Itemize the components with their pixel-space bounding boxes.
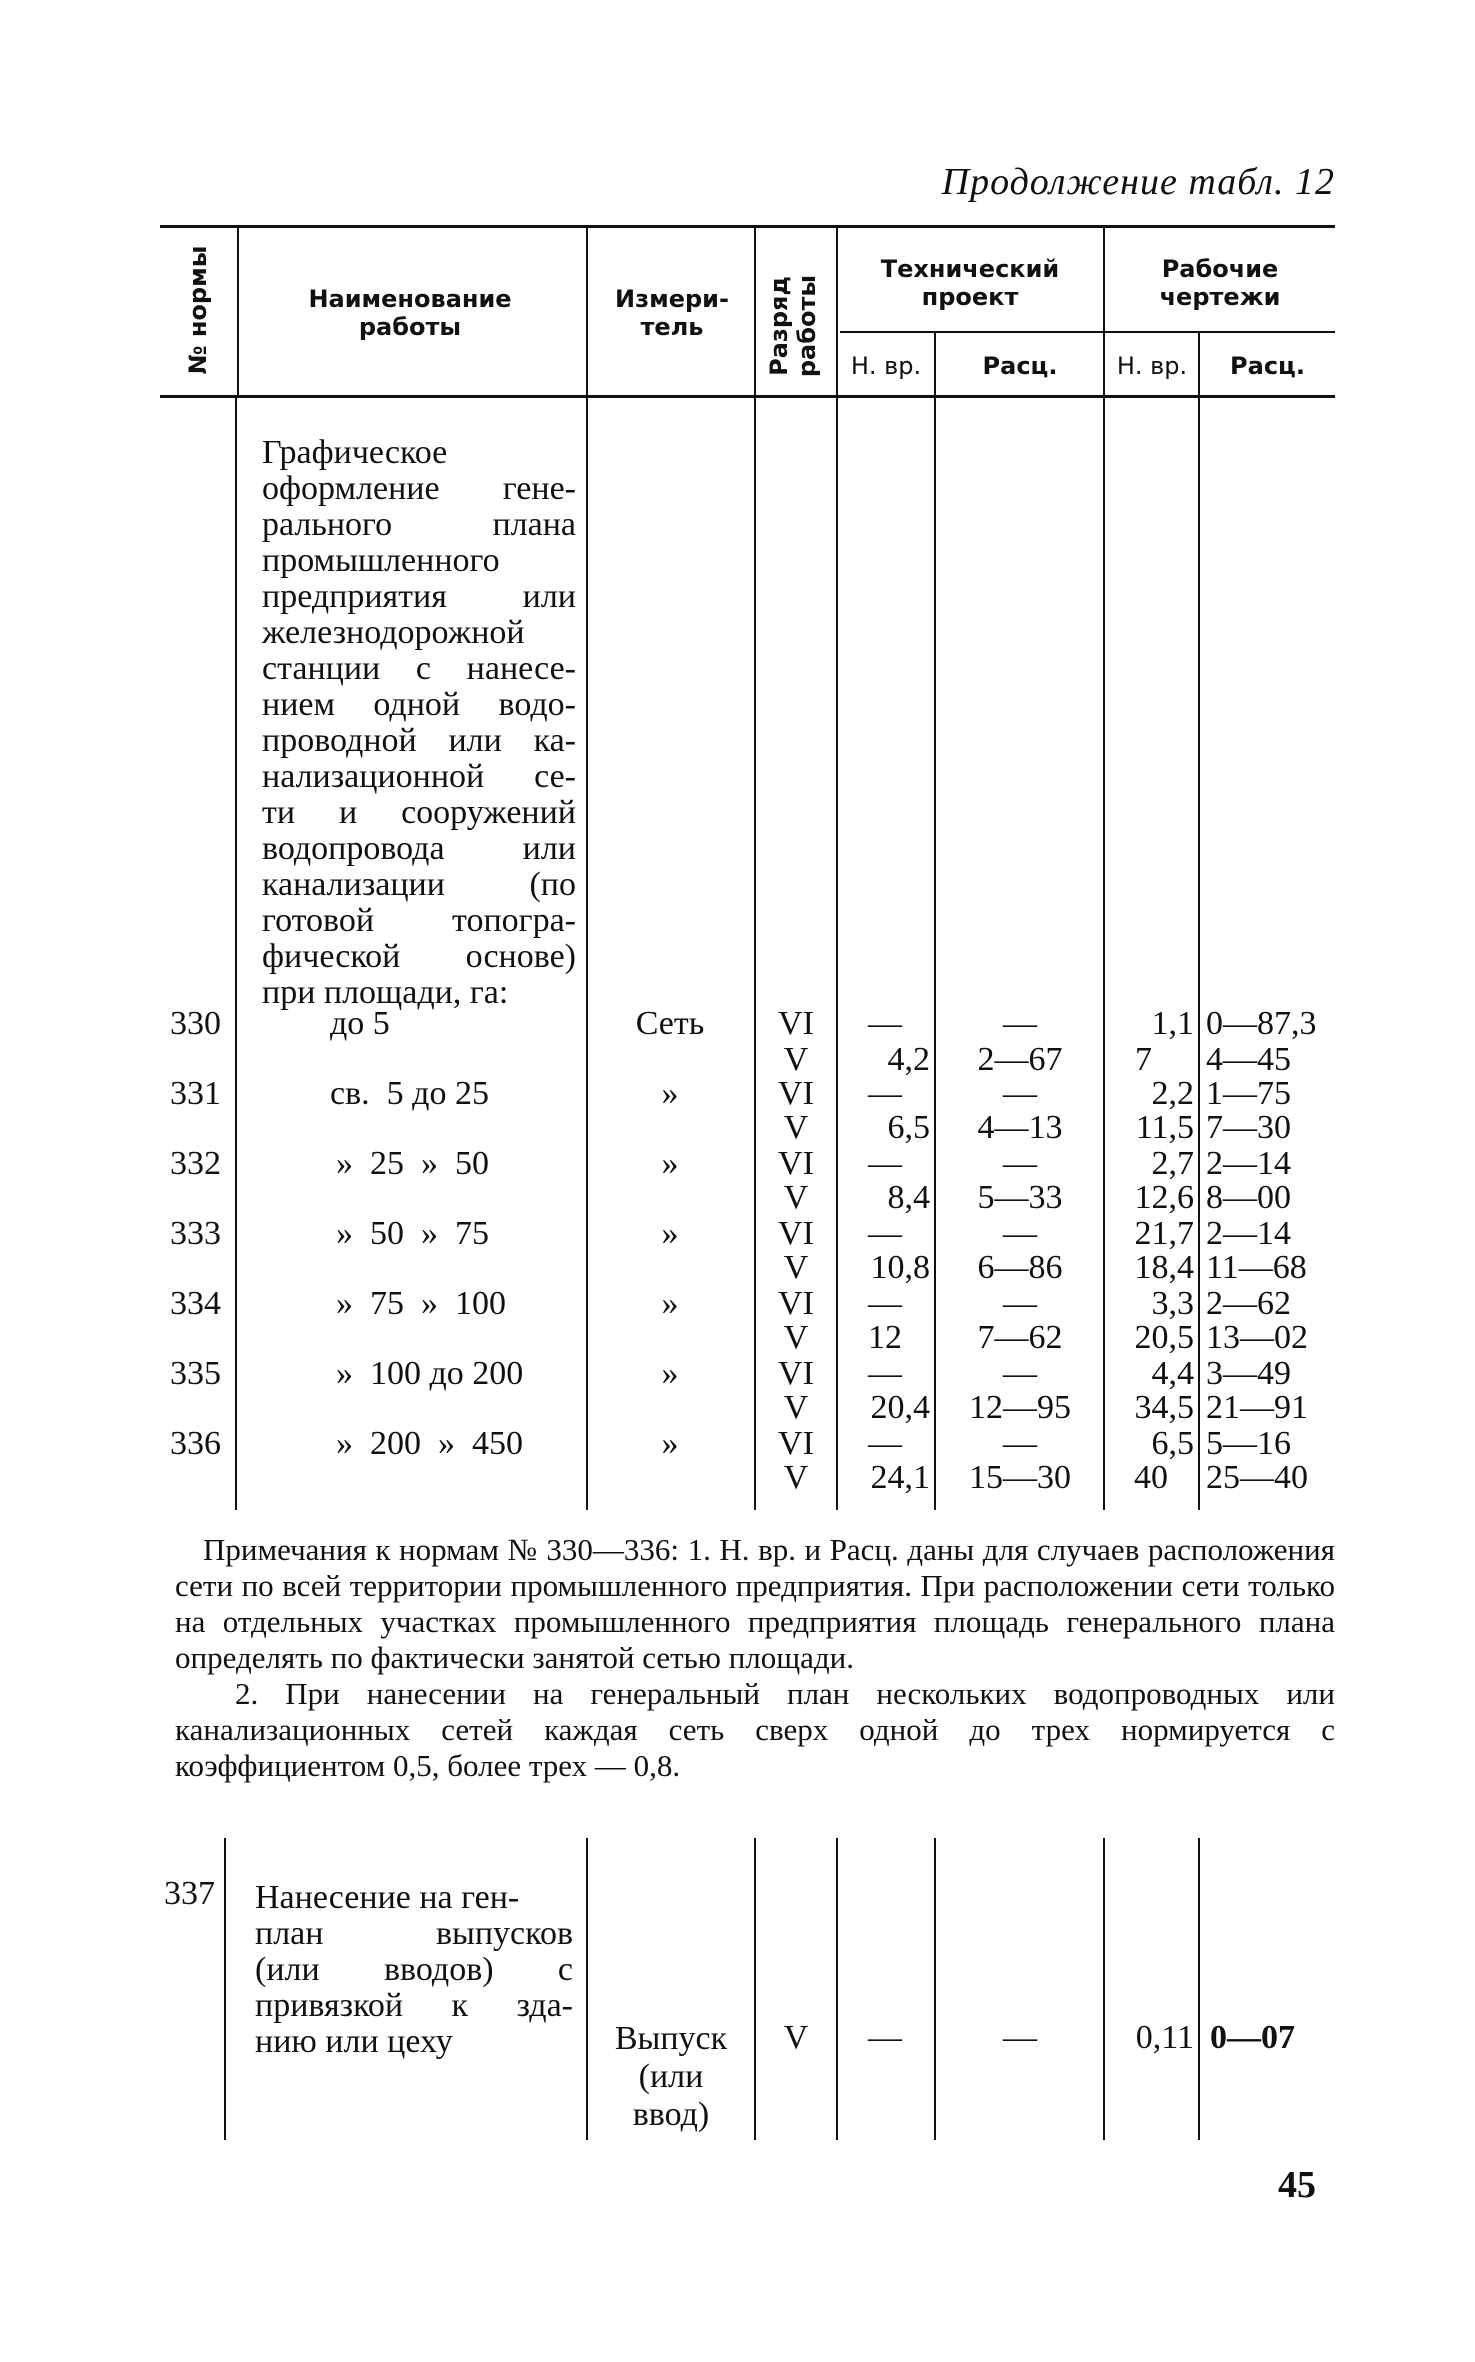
body-col-divider: [1103, 398, 1105, 1510]
tp-rasc: —: [1003, 1075, 1037, 1112]
header-norm-no: № нормы: [184, 245, 212, 375]
tp-rasc: 4—13: [977, 1109, 1063, 1146]
tp-nvr: —: [868, 1215, 902, 1252]
body-col-divider: [836, 1838, 838, 2140]
rc-nvr: 2,2: [1151, 1075, 1194, 1112]
rc-nvr: 4,4: [1151, 1355, 1194, 1392]
desc-line: нию или цеху: [255, 2023, 453, 2060]
header-tech-project: Технический проект: [880, 255, 1060, 311]
header-tp-nvr: Н. вр.: [850, 352, 922, 380]
rc-rasc: 3—49: [1206, 1355, 1291, 1392]
tp-nvr: 8,4: [887, 1179, 930, 1216]
row-name: до 5: [330, 1005, 390, 1042]
tp-rasc: —: [1003, 1215, 1037, 1252]
grade: V: [783, 1459, 809, 1496]
body-col-divider: [586, 1838, 588, 2140]
row-unit: »: [661, 1145, 679, 1182]
grade: VI: [778, 1075, 814, 1112]
rc-rasc: 2—14: [1206, 1145, 1291, 1182]
tp-rasc: —: [1003, 1355, 1037, 1392]
tp-nvr: 12: [868, 1319, 902, 1356]
norm-no: 331: [170, 1075, 221, 1112]
rc-nvr: 40: [1134, 1459, 1168, 1496]
grade: VI: [778, 1285, 814, 1322]
tp-nvr: —: [868, 1005, 902, 1042]
subheader-rule: [840, 331, 1335, 333]
tp-nvr: 24,1: [870, 1459, 930, 1496]
header-bottom-rule: [160, 395, 1335, 398]
header-tp-rasc: Расц.: [982, 352, 1058, 380]
body-col-divider: [224, 1838, 226, 2140]
note-1: Примечания к нормам № 330—336: 1. Н. вр. и Расц. даны для случаев расположения сети по всей территории промышленного предприятия. При расположении сети только на отдельных участках промышленного предприятия площадь генерального плана определять по фактически занятой сетью площади.: [175, 1532, 1335, 1675]
rc-nvr: 34,5: [1134, 1389, 1194, 1426]
norm-no: 334: [170, 1285, 221, 1322]
grade: VI: [778, 1145, 814, 1182]
desc-line: (или вводов) с: [255, 1951, 573, 1988]
norm-no: 336: [170, 1425, 221, 1462]
notes: [175, 1532, 1335, 1784]
unit-line: ввод): [632, 2096, 710, 2133]
tp-rasc: 2—67: [977, 1041, 1063, 1078]
grade: V: [783, 1249, 809, 1286]
body-col-divider: [836, 398, 838, 1510]
row-unit: Сеть: [635, 1005, 705, 1042]
desc-line: нализационной се-: [262, 758, 576, 795]
header-col-divider: [934, 333, 936, 395]
row-unit: »: [661, 1425, 679, 1462]
desc-line: оформление гене-: [262, 470, 576, 507]
rc-rasc: 8—00: [1206, 1179, 1291, 1216]
desc-line: готовой топогра-: [262, 902, 576, 939]
header-col-divider: [237, 228, 239, 395]
body-col-divider: [1198, 398, 1200, 1510]
body-col-divider: [934, 398, 936, 1510]
tp-rasc: —: [1003, 1005, 1037, 1042]
tp-nvr: —: [868, 1355, 902, 1392]
row-name: [255, 1880, 573, 2060]
rc-rasc: 1—75: [1206, 1075, 1291, 1112]
row-unit: »: [661, 1285, 679, 1322]
desc-line: при площади, га:: [262, 974, 509, 1011]
norm-no: 337: [164, 1875, 215, 1912]
header-unit: Измери-тель: [615, 285, 729, 341]
rc-rasc: 0—87,3: [1206, 1005, 1317, 1042]
page-number: 45: [1278, 2164, 1316, 2206]
tp-nvr: 20,4: [870, 1389, 930, 1426]
header-col-divider: [754, 228, 756, 395]
desc-line: предприятия или: [262, 578, 576, 615]
body-col-divider: [1103, 1838, 1105, 2140]
rc-nvr: 20,5: [1134, 1319, 1194, 1356]
desc-line: привязкой к зда-: [255, 1987, 573, 2024]
unit-line: (или: [638, 2058, 704, 2095]
note-2: 2. При нанесении на генеральный план нескольких водопроводных или канализационных сетей каждая сеть сверх одной до трех нормируется с коэффициентом 0,5, более трех — 0,8.: [175, 1676, 1335, 1783]
rc-nvr: 0,11: [1135, 2019, 1194, 2056]
unit-line: Выпуск: [614, 2020, 728, 2057]
table-top-rule: [160, 225, 1335, 228]
row-unit: »: [661, 1215, 679, 1252]
tp-rasc: 5—33: [977, 1179, 1063, 1216]
rc-rasc: 0—07: [1210, 2019, 1295, 2056]
desc-line: промышленного: [262, 542, 500, 579]
desc-line: Нанесение на ген-: [255, 1879, 520, 1916]
rc-nvr: 3,3: [1151, 1285, 1194, 1322]
row-name: » 200 » 450: [336, 1425, 523, 1462]
desc-line: водопровода или: [262, 830, 576, 867]
rc-nvr: 6,5: [1151, 1425, 1194, 1462]
norm-no: 335: [170, 1355, 221, 1392]
tp-nvr: 10,8: [870, 1249, 930, 1286]
body-col-divider: [586, 398, 588, 1510]
header-working-drawings: Рабочие чертежи: [1159, 255, 1281, 311]
grade: V: [783, 1179, 809, 1216]
tp-nvr: —: [868, 1425, 902, 1462]
grade: V: [783, 1319, 809, 1356]
rc-nvr: 7: [1135, 1041, 1152, 1078]
grade: VI: [778, 1005, 814, 1042]
rc-rasc: 4—45: [1206, 1041, 1291, 1078]
header-grade: Разряд работы: [765, 274, 821, 378]
tp-nvr: 6,5: [887, 1109, 930, 1146]
rc-nvr: 21,7: [1134, 1215, 1194, 1252]
rc-rasc: 25—40: [1206, 1459, 1308, 1496]
tp-rasc: 15—30: [969, 1459, 1071, 1496]
grade: VI: [778, 1215, 814, 1252]
row-name: св. 5 до 25: [330, 1075, 489, 1112]
desc-line: железнодорожной: [262, 614, 525, 651]
body-col-divider: [934, 1838, 936, 2140]
norm-no: 333: [170, 1215, 221, 1252]
desc-line: фической основе): [262, 938, 576, 975]
grade: V: [783, 1389, 809, 1426]
tp-nvr: —: [868, 1285, 902, 1322]
rc-nvr: 18,4: [1134, 1249, 1194, 1286]
rc-rasc: 21—91: [1206, 1389, 1308, 1426]
tp-nvr: —: [868, 1075, 902, 1112]
row-unit: »: [661, 1075, 679, 1112]
body-col-divider: [235, 398, 237, 1510]
tp-rasc: —: [1003, 1425, 1037, 1462]
header-name: Наименование работы: [308, 285, 512, 341]
desc-line: рального плана: [262, 506, 576, 543]
rc-rasc: 2—62: [1206, 1285, 1291, 1322]
grade: VI: [778, 1355, 814, 1392]
continuation-title: Продолжение табл. 12: [941, 161, 1335, 203]
rc-rasc: 5—16: [1206, 1425, 1291, 1462]
grade: V: [783, 1041, 809, 1078]
rc-rasc: 11—68: [1206, 1249, 1307, 1286]
row-unit: »: [661, 1355, 679, 1392]
tp-nvr: —: [868, 1145, 902, 1182]
desc-line: нием одной водо-: [262, 686, 576, 723]
rc-rasc: 2—14: [1206, 1215, 1291, 1252]
grade: V: [783, 2019, 809, 2056]
rc-nvr: 12,6: [1134, 1179, 1194, 1216]
norm-no: 332: [170, 1145, 221, 1182]
row-name: » 75 » 100: [336, 1285, 506, 1322]
tp-rasc: 12—95: [969, 1389, 1071, 1426]
desc-line: Графическое: [262, 434, 448, 471]
tp-rasc: —: [1003, 2019, 1037, 2056]
body-col-divider: [1198, 1838, 1200, 2140]
desc-line: проводной или ка-: [262, 722, 576, 759]
body-col-divider: [754, 1838, 756, 2140]
rc-nvr: 1,1: [1151, 1005, 1194, 1042]
rc-rasc: 7—30: [1206, 1109, 1291, 1146]
tp-rasc: 6—86: [977, 1249, 1063, 1286]
tp-rasc: —: [1003, 1285, 1037, 1322]
tp-rasc: 7—62: [977, 1319, 1063, 1356]
row-unit: [596, 2020, 746, 2134]
tp-nvr: —: [868, 2019, 902, 2056]
desc-line: ти и сооружений: [262, 794, 576, 831]
desc-line: канализации (по: [262, 866, 576, 903]
norm-no: 330: [170, 1005, 221, 1042]
row-name: » 100 до 200: [336, 1355, 524, 1392]
desc-line: план выпусков: [255, 1915, 573, 1952]
desc-line: станции с нанесе-: [262, 650, 576, 687]
rc-nvr: 11,5: [1135, 1109, 1194, 1146]
row-name: » 25 » 50: [336, 1145, 489, 1182]
grade: V: [783, 1109, 809, 1146]
tp-rasc: —: [1003, 1145, 1037, 1182]
grade: VI: [778, 1425, 814, 1462]
header-col-divider: [586, 228, 588, 395]
tp-nvr: 4,2: [887, 1041, 930, 1078]
rc-nvr: 2,7: [1151, 1145, 1194, 1182]
rc-rasc: 13—02: [1206, 1319, 1308, 1356]
row-name: » 50 » 75: [336, 1215, 489, 1252]
header-rc-nvr: Н. вр.: [1116, 352, 1188, 380]
header-rc-rasc: Расц.: [1230, 352, 1305, 380]
work-description: [262, 435, 576, 1011]
